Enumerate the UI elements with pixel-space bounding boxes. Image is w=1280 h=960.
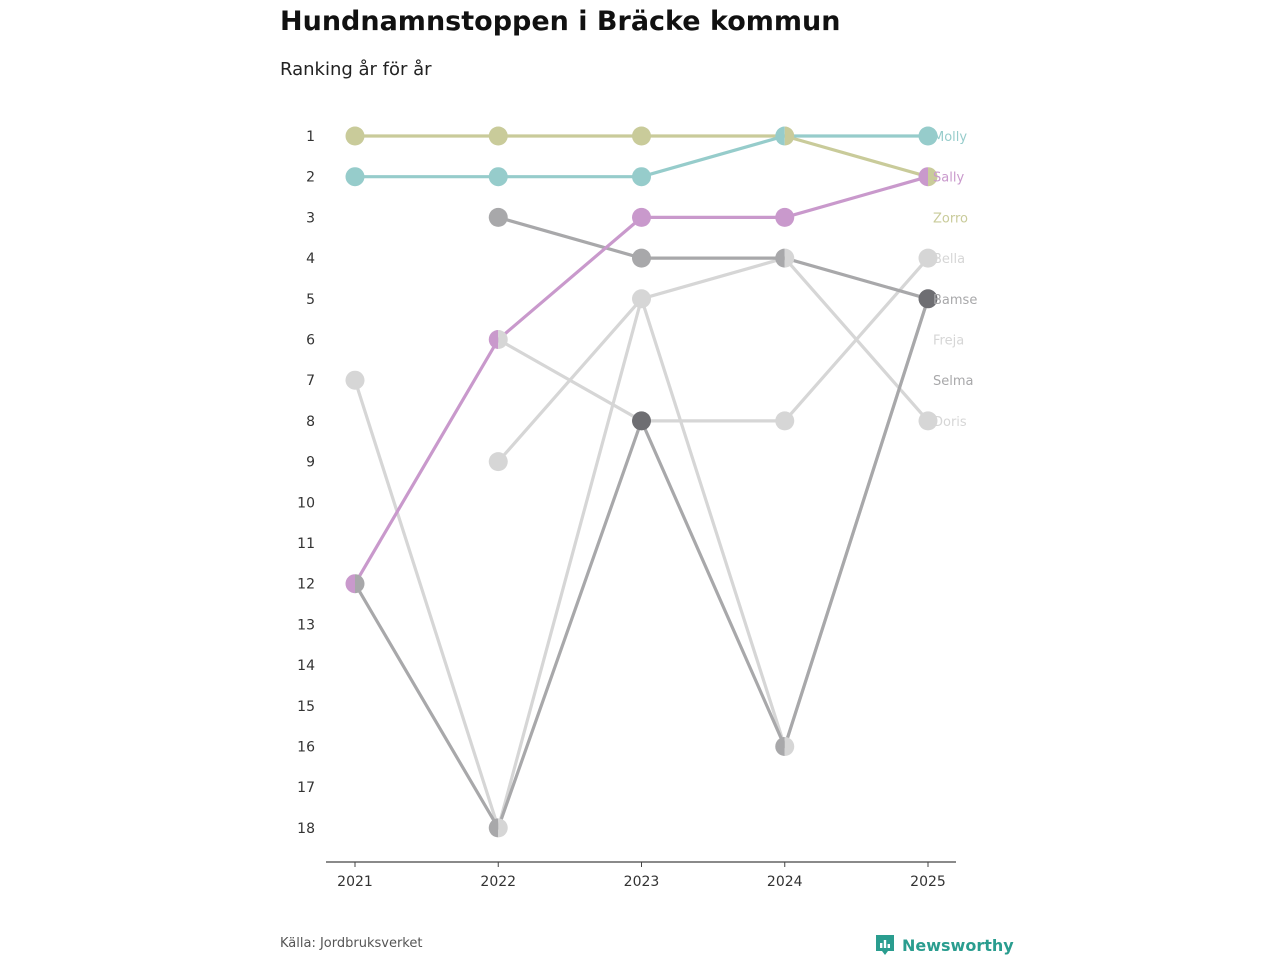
x-tick-label: 2025: [910, 874, 946, 890]
data-point-half: [785, 737, 795, 756]
y-tick-label: 12: [297, 576, 315, 593]
end-label-bella: Bella: [933, 252, 966, 268]
x-tick-label: 2023: [623, 874, 660, 890]
end-label-molly: Molly: [933, 130, 968, 145]
data-point: [632, 208, 651, 227]
data-point-half: [498, 818, 508, 837]
end-label-bamse: Bamse: [933, 292, 978, 308]
data-point-half: [489, 818, 499, 837]
data-point-half: [919, 167, 929, 186]
data-point: [632, 411, 651, 430]
y-tick-label: 9: [306, 454, 315, 471]
y-tick-label: 2: [306, 169, 315, 186]
series-lines: [355, 136, 928, 828]
y-tick-label: 13: [297, 617, 315, 634]
data-point-half: [346, 574, 356, 593]
y-tick-label: 18: [297, 820, 315, 837]
end-label-selma: Selma: [933, 374, 974, 390]
data-point: [775, 411, 794, 430]
data-point: [632, 249, 651, 268]
series-line-sally: [355, 177, 928, 584]
data-point: [775, 208, 794, 227]
chart-subtitle: Ranking år för år: [280, 59, 432, 80]
end-label-zorro: Zorro: [933, 211, 968, 227]
y-tick-label: 4: [306, 251, 315, 268]
end-label-freja: Freja: [933, 333, 965, 349]
y-tick-label: 3: [306, 210, 315, 227]
data-point: [346, 127, 365, 146]
series-line-doris: [355, 258, 928, 828]
y-tick-label: 1: [306, 129, 315, 145]
series-line-selma: [355, 299, 928, 828]
x-tick-label: 2021: [337, 874, 373, 890]
brand-name: Newsworthy: [902, 935, 1014, 955]
series-end-labels: [933, 130, 977, 430]
y-tick-label: 16: [297, 739, 315, 756]
newsworthy-icon: [874, 933, 896, 957]
y-axis-tick-labels: [297, 129, 315, 837]
series-line-freja: [498, 299, 928, 747]
x-axis-tick-labels: [337, 862, 946, 890]
source-note: Källa: Jordbruksverket: [280, 936, 423, 951]
end-label-doris: Doris: [933, 414, 967, 430]
data-point: [632, 167, 651, 186]
y-tick-label: 15: [297, 698, 315, 715]
x-tick-label: 2024: [766, 874, 803, 890]
y-tick-label: 11: [297, 536, 315, 552]
data-point: [346, 371, 365, 390]
y-tick-label: 6: [306, 332, 315, 349]
data-point: [346, 167, 365, 186]
data-point-half: [489, 330, 499, 349]
data-point: [489, 167, 508, 186]
x-tick-label: 2022: [480, 874, 517, 890]
data-point-half: [775, 737, 785, 756]
chart-title: Hundnamnstoppen i Bräcke kommun: [280, 6, 841, 37]
data-point: [632, 127, 651, 146]
y-tick-label: 10: [297, 495, 315, 512]
data-point-half: [355, 574, 365, 593]
series-points: [346, 127, 938, 838]
y-tick-label: 17: [297, 780, 315, 797]
data-point-half: [775, 249, 785, 268]
data-point: [489, 452, 508, 471]
data-point-half: [775, 127, 785, 146]
data-point: [489, 208, 508, 227]
brand-logo: [874, 933, 1014, 957]
y-tick-label: 14: [297, 658, 315, 675]
end-label-sally: Sally: [933, 170, 965, 186]
y-tick-label: 5: [306, 291, 315, 308]
data-point: [632, 289, 651, 308]
y-tick-label: 8: [306, 413, 315, 430]
y-tick-label: 7: [306, 373, 315, 390]
data-point: [489, 127, 508, 146]
data-point-half: [785, 249, 795, 268]
data-point-half: [785, 127, 795, 146]
